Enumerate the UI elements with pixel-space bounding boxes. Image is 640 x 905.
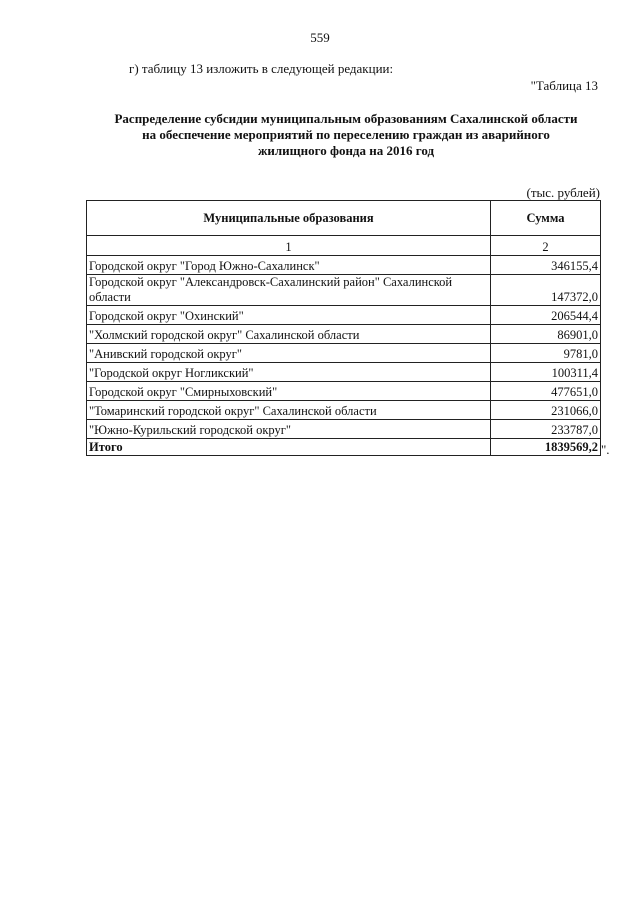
intro-text: г) таблицу 13 изложить в следующей редакции:	[129, 61, 394, 76]
subsidy-amount: 147372,0	[491, 275, 601, 306]
table-row	[87, 325, 601, 344]
table-row	[87, 275, 601, 306]
table-row	[87, 306, 601, 325]
column-number-1: 1	[87, 236, 491, 256]
municipality-name: "Томаринский городской округ" Сахалинской области	[87, 401, 491, 420]
table-row	[87, 363, 601, 382]
units-label: (тыс. рублей)	[526, 185, 600, 200]
total-row	[87, 439, 601, 456]
table-header-row	[87, 201, 601, 236]
table-caption: "Таблица 13	[530, 78, 598, 93]
table-row	[87, 420, 601, 439]
header-amount: Сумма	[491, 201, 601, 236]
heading-line-1: Распределение субсидии муниципальным образованиям Сахалинской области	[114, 111, 578, 126]
subsidy-amount: 86901,0	[491, 325, 601, 344]
closing-quote: ".	[601, 442, 610, 457]
table-heading	[88, 111, 604, 159]
municipality-name: Городской округ "Город Южно-Сахалинск"	[87, 256, 491, 275]
municipality-name: "Анивский городской округ"	[87, 344, 491, 363]
heading-line-2: на обеспечение мероприятий по переселению граждан из аварийного	[142, 127, 550, 142]
municipality-name: Городской округ "Охинский"	[87, 306, 491, 325]
table-row	[87, 382, 601, 401]
subsidy-amount: 9781,0	[491, 344, 601, 363]
column-number-row	[87, 236, 601, 256]
page-number: 559	[310, 30, 330, 45]
municipality-name: Городской округ "Александровск-Сахалинский район" Сахалинской области	[87, 275, 491, 306]
table-row	[87, 401, 601, 420]
table-body	[87, 256, 601, 439]
heading-line-3: жилищного фонда на 2016 год	[257, 143, 435, 158]
column-number-2: 2	[491, 236, 601, 256]
total-amount: 1839569,2	[491, 439, 601, 456]
subsidy-amount: 233787,0	[491, 420, 601, 439]
subsidy-amount: 206544,4	[491, 306, 601, 325]
total-label: Итого	[87, 439, 491, 456]
municipality-name: Городской округ "Смирныховский"	[87, 382, 491, 401]
municipality-name: "Южно-Курильский городской округ"	[87, 420, 491, 439]
table-row	[87, 256, 601, 275]
table-row	[87, 344, 601, 363]
subsidy-amount: 231066,0	[491, 401, 601, 420]
municipality-name: "Городской округ Ногликский"	[87, 363, 491, 382]
subsidy-amount: 100311,4	[491, 363, 601, 382]
municipality-name: "Холмский городской округ" Сахалинской области	[87, 325, 491, 344]
subsidy-amount: 477651,0	[491, 382, 601, 401]
subsidy-amount: 346155,4	[491, 256, 601, 275]
header-municipalities: Муниципальные образования	[87, 201, 491, 236]
subsidies-table	[86, 200, 601, 456]
